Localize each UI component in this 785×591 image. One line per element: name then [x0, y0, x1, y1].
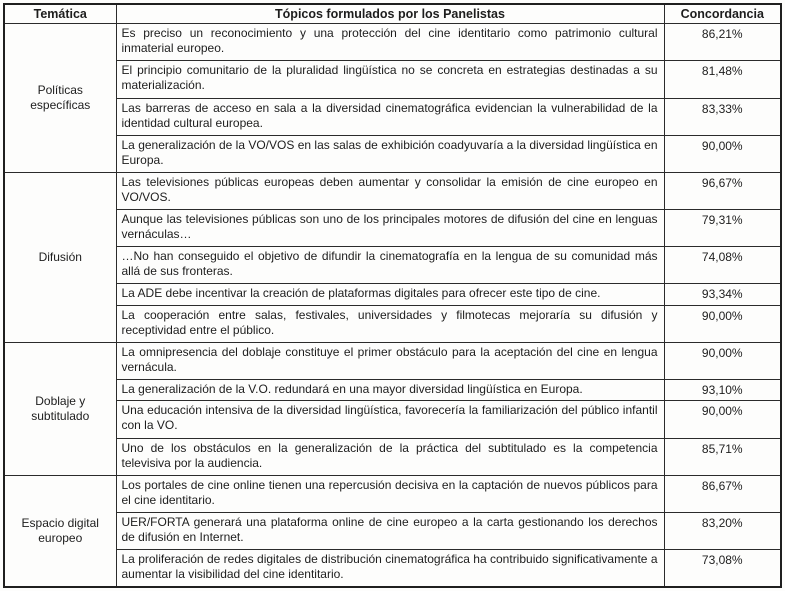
topico-cell: La generalización de la V.O. redundará en una mayor diversidad lingüística en Europa.	[116, 379, 664, 401]
topico-cell: El principio comunitario de la pluralidad lingüística no se concreta en estrategias destinadas a su materialización.	[116, 61, 664, 98]
tematica-cell: Espacio digital europeo	[4, 475, 116, 587]
topico-cell: La ADE debe incentivar la creación de plataformas digitales para ofrecer este tipo de cine.	[116, 284, 664, 306]
col-header-topicos: Tópicos formulados por los Panelistas	[116, 4, 664, 24]
table-row	[4, 61, 781, 98]
concordancia-cell: 90,00%	[664, 401, 781, 438]
topico-cell: La omnipresencia del doblaje constituye el primer obstáculo para la aceptación del cine en lengua vernácula.	[116, 342, 664, 379]
topico-cell: La cooperación entre salas, festivales, universidades y filmotecas mejoraría su difusión y receptividad entre el público.	[116, 305, 664, 342]
concordance-table	[3, 3, 782, 588]
col-header-tematica: Temática	[4, 4, 116, 24]
table-row	[4, 24, 781, 61]
tematica-cell: Difusión	[4, 172, 116, 342]
topico-cell: Es preciso un reconocimiento y una protección del cine identitario como patrimonio cultural inmaterial europeo.	[116, 24, 664, 61]
concordancia-cell: 83,33%	[664, 98, 781, 135]
topico-cell: Las televisiones públicas europeas deben aumentar y consolidar la emisión de cine europeo en VO/VOS.	[116, 172, 664, 209]
topico-cell: La proliferación de redes digitales de distribución cinematográfica ha contribuido significativamente a aumentar la visibilidad del cine identitario.	[116, 549, 664, 587]
concordancia-cell: 86,67%	[664, 475, 781, 512]
concordancia-cell: 79,31%	[664, 209, 781, 246]
table-row	[4, 401, 781, 438]
table-row	[4, 135, 781, 172]
table-row	[4, 549, 781, 587]
topico-cell: Aunque las televisiones públicas son uno de los principales motores de difusión del cine en lenguas vernáculas…	[116, 209, 664, 246]
table-row	[4, 172, 781, 209]
concordancia-cell: 93,34%	[664, 284, 781, 306]
concordancia-cell: 90,00%	[664, 342, 781, 379]
table-row	[4, 246, 781, 283]
topico-cell: UER/FORTA generará una plataforma online de cine europeo a la carta gestionando los derechos de difusión en Internet.	[116, 512, 664, 549]
tematica-cell: Políticas específicas	[4, 24, 116, 172]
concordancia-cell: 93,10%	[664, 379, 781, 401]
concordancia-cell: 90,00%	[664, 305, 781, 342]
table-row	[4, 342, 781, 379]
table-row	[4, 475, 781, 512]
topico-cell: La generalización de la VO/VOS en las salas de exhibición coadyuvaría a la diversidad lingüística en Europa.	[116, 135, 664, 172]
topico-cell: …No han conseguido el objetivo de difundir la cinematografía en la lengua de su comunidad más allá de sus fronteras.	[116, 246, 664, 283]
table-row	[4, 305, 781, 342]
header-row	[4, 4, 781, 24]
topico-cell: Una educación intensiva de la diversidad lingüística, favorecería la familiarización del público infantil con la VO.	[116, 401, 664, 438]
concordancia-cell: 90,00%	[664, 135, 781, 172]
topico-cell: Uno de los obstáculos en la generalización de la práctica del subtitulado es la competencia televisiva por la audiencia.	[116, 438, 664, 475]
table-row	[4, 98, 781, 135]
concordancia-cell: 96,67%	[664, 172, 781, 209]
concordancia-cell: 86,21%	[664, 24, 781, 61]
table-row	[4, 209, 781, 246]
table-row	[4, 438, 781, 475]
topico-cell: Las barreras de acceso en sala a la diversidad cinematográfica evidencian la vulnerabilidad de la identidad cultural europea.	[116, 98, 664, 135]
tematica-cell: Doblaje y subtitulado	[4, 342, 116, 475]
table-row	[4, 512, 781, 549]
topico-cell: Los portales de cine online tienen una repercusión decisiva en la captación de nuevos públicos para el cine identitario.	[116, 475, 664, 512]
concordancia-cell: 85,71%	[664, 438, 781, 475]
col-header-concordancia: Concordancia	[664, 4, 781, 24]
table-row	[4, 379, 781, 401]
table-row	[4, 284, 781, 306]
concordancia-cell: 73,08%	[664, 549, 781, 587]
concordancia-cell: 83,20%	[664, 512, 781, 549]
concordancia-cell: 81,48%	[664, 61, 781, 98]
concordancia-cell: 74,08%	[664, 246, 781, 283]
